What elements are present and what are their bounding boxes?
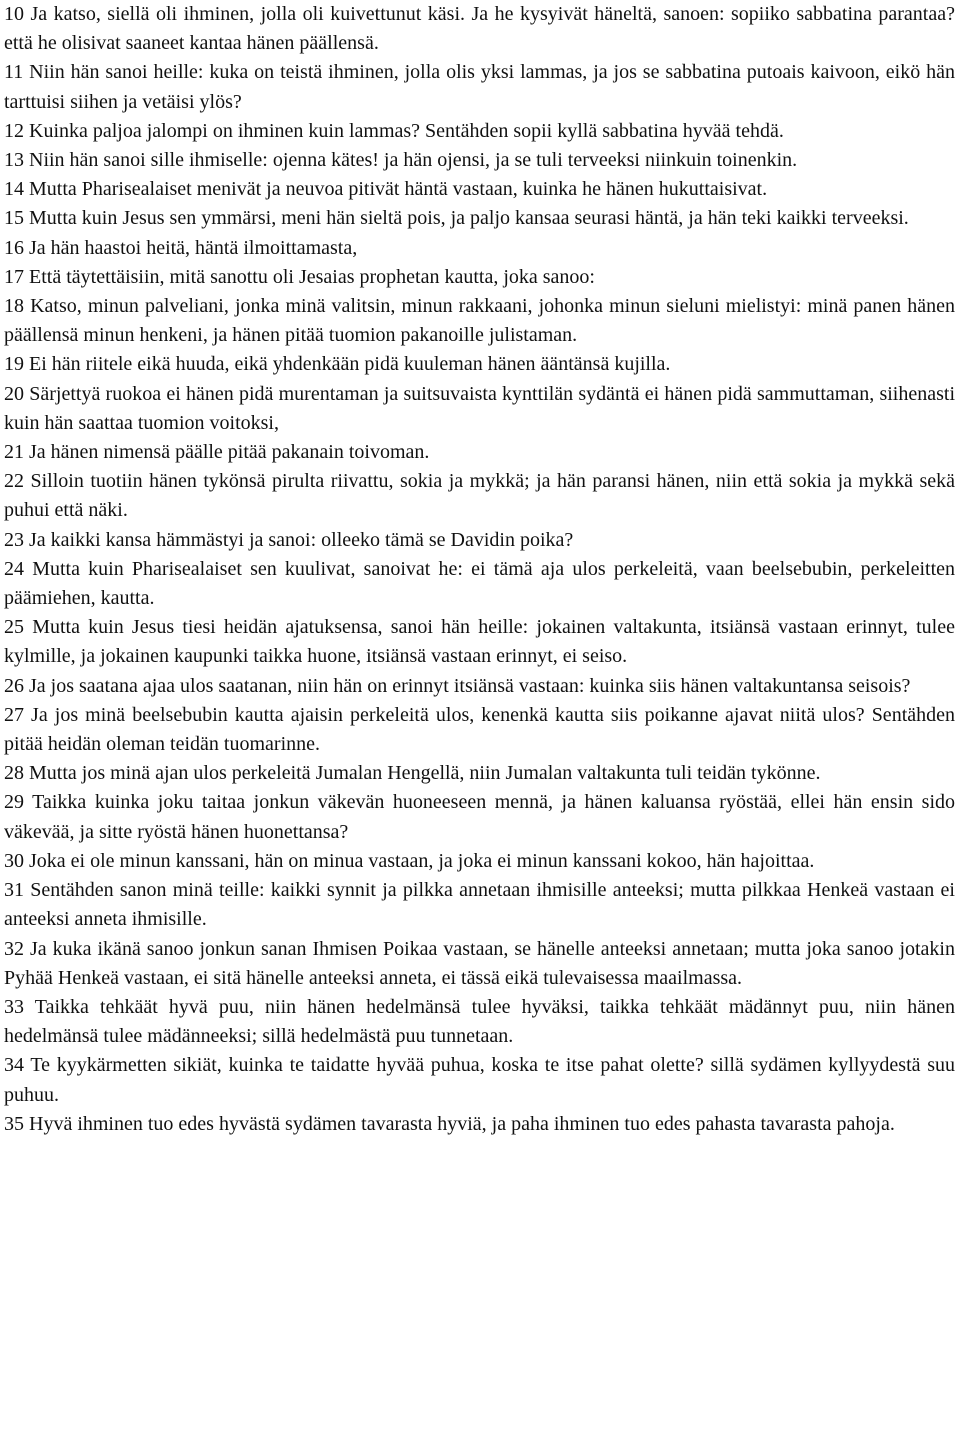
verse-32: 32 Ja kuka ikänä sanoo jonkun sanan Ihmisen Poikaa vastaan, se hänelle anteeksi annetaan; mutta joka sanoo jotakin Pyhää Henkeä vastaan, ei sitä hänelle anteeksi anneta, ei tässä eikä tulevaisessa maailmassa. bbox=[4, 937, 955, 989]
verse-14: 14 Mutta Pharisealaiset menivät ja neuvoa pitivät häntä vastaan, kuinka he hänen hukuttaisivat. bbox=[4, 178, 768, 201]
verse-20: 20 Särjettyä ruokoa ei hänen pidä murentaman ja suitsuvaista kynttilän sydäntä ei hänen pidä sammuttaman, siihenasti kuin hän saattaa tuomion voitoksi, bbox=[4, 382, 955, 434]
verse-25: 25 Mutta kuin Jesus tiesi heidän ajatuksensa, sanoi hän heille: jokainen valtakunta, itsiänsä vastaan erinnyt, tulee kylmille, ja jokainen kaupunki taikka huone, itsiänsä vastaan erinnyt, ei seiso. bbox=[4, 616, 955, 668]
verse-23: 23 Ja kaikki kansa hämmästyi ja sanoi: olleeko tämä se Davidin poika? bbox=[4, 528, 574, 551]
verse-26: 26 Ja jos saatana ajaa ulos saatanan, niin hän on erinnyt itsiänsä vastaan: kuinka siis hänen valtakuntansa seisois? bbox=[4, 674, 911, 697]
verse-13: 13 Niin hän sanoi sille ihmiselle: ojenna kätes! ja hän ojensi, ja se tuli terveeksi niinkuin toinenkin. bbox=[4, 149, 798, 172]
verse-18: 18 Katso, minun palveliani, jonka minä valitsin, minun rakkaani, johonka minun sieluni mielistyi: minä panen hänen päällensä minun henkeni, ja hänen pitää tuomion pakanoille julistaman. bbox=[4, 295, 955, 347]
verse-33: 33 Taikka tehkäät hyvä puu, niin hänen hedelmänsä tulee hyväksi, taikka tehkäät mädännyt puu, niin hänen hedelmänsä tulee mädänneeksi; sillä hedelmästä puu tunnetaan. bbox=[4, 995, 955, 1048]
verse-35: 35 Hyvä ihminen tuo edes hyvästä sydämen tavarasta hyviä, ja paha ihminen tuo edes pahasta tavarasta pahoja. bbox=[4, 1112, 895, 1135]
verse-10: 10 Ja katso, siellä oli ihminen, jolla oli kuivettunut käsi. Ja he kysyivät häneltä, sanoen: sopiiko sabbatina parantaa? että he olisivat saaneet kantaa hänen päällensä. bbox=[4, 3, 955, 55]
verse-34: 34 Te kyykärmetten sikiät, kuinka te taidatte hyvää puhua, koska te itse pahat olette? sillä sydämen kyllyydestä suu puhuu. bbox=[4, 1054, 955, 1106]
verse-30: 30 Joka ei ole minun kanssani, hän on minua vastaan, ja joka ei minun kanssani kokoo, hän hajoittaa. bbox=[4, 849, 815, 872]
verse-31: 31 Sentähden sanon minä teille: kaikki synnit ja pilkka annetaan ihmisille anteeksi; mutta pilkkaa Henkeä vastaan ei anteeksi anneta ihmisille. bbox=[4, 879, 955, 931]
verse-21: 21 Ja hänen nimensä päälle pitää pakanain toivoman. bbox=[4, 441, 430, 464]
verse-28: 28 Mutta jos minä ajan ulos perkeleitä Jumalan Hengellä, niin Jumalan valtakunta tuli teidän tykönne. bbox=[4, 762, 821, 785]
verse-22: 22 Silloin tuotiin hänen tykönsä pirulta riivattu, sokia ja mykkä; ja hän paransi hänen, niin että sokia ja mykkä sekä puhui että näki. bbox=[4, 470, 955, 522]
verse-19: 19 Ei hän riitele eikä huuda, eikä yhdenkään pidä kuuleman hänen ääntänsä kujilla. bbox=[4, 353, 671, 376]
verse-17: 17 Että täytettäisiin, mitä sanottu oli Jesaias prophetan kautta, joka sanoo: bbox=[4, 265, 595, 288]
verse-27: 27 Ja jos minä beelsebubin kautta ajaisin perkeleitä ulos, kenenkä kautta siis poikanne ajavat niitä ulos? Sentähden pitää heidän oleman teidän tuomarinne. bbox=[4, 703, 955, 756]
verse-11: 11 Niin hän sanoi heille: kuka on teistä ihminen, jolla olis yksi lammas, ja jos se sabbatina putoais kaivoon, eikö hän tarttuisi siihen ja vetäisi ylös? bbox=[4, 61, 955, 113]
verse-15: 15 Mutta kuin Jesus sen ymmärsi, meni hän sieltä pois, ja paljo kansaa seurasi häntä, ja hän teki kaikki terveeksi. bbox=[4, 207, 909, 230]
verse-16: 16 Ja hän haastoi heitä, häntä ilmoittamasta, bbox=[4, 236, 358, 259]
verse-12: 12 Kuinka paljoa jalompi on ihminen kuin lammas? Sentähden sopii kyllä sabbatina hyvää tehdä. bbox=[4, 119, 784, 142]
verse-29: 29 Taikka kuinka joku taitaa jonkun väkevän huoneeseen mennä, ja hänen kaluansa ryöstää, ellei hän ensin sido väkevää, ja sitte ryöstä hänen huonettansa? bbox=[4, 791, 955, 843]
verse-24: 24 Mutta kuin Pharisealaiset sen kuulivat, sanoivat he: ei tämä aja ulos perkeleitä, vaan beelsebubin, perkeleitten päämiehen, kautta. bbox=[4, 557, 955, 610]
